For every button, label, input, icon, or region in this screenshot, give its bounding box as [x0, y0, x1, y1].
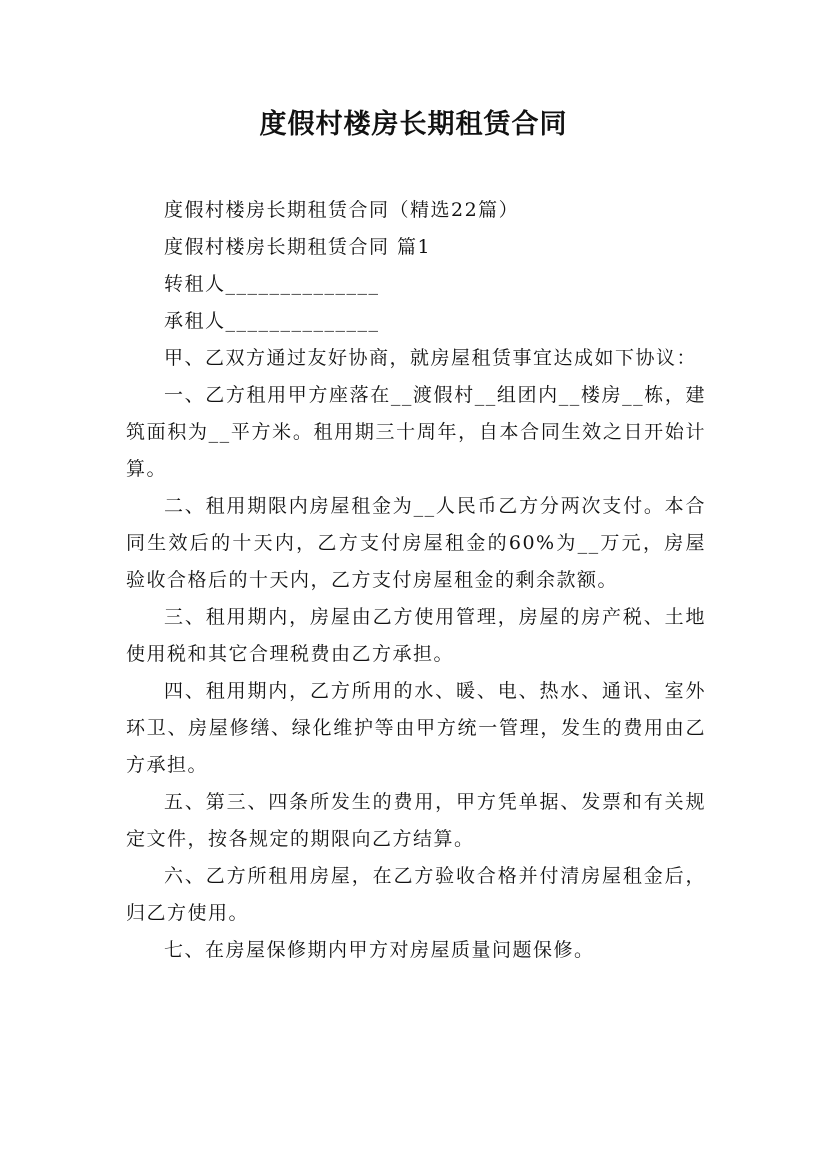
paragraph-subtitle: 度假村楼房长期租赁合同（精选22篇）: [164, 199, 520, 221]
paragraph-intro: 甲、乙双方通过友好协商，就房屋租赁事宜达成如下协议：: [164, 347, 698, 369]
paragraph-clause-7: 七、在房屋保修期内甲方对房屋质量问题保修。: [164, 939, 595, 961]
paragraph-clause-1: 一、乙方租用甲方座落在__渡假村__组团内__楼房__栋，建筑面积为__平方米。租用期三十周年，自本合同生效之日开始计算。: [126, 384, 706, 480]
paragraph-lessee: 承租人______________: [164, 310, 380, 332]
paragraph-clause-4: 四、租用期内，乙方所用的水、暖、电、热水、通讯、室外环卫、房屋修缮、绿化维护等由甲方统一管理，发生的费用由乙方承担。: [126, 680, 706, 776]
paragraph-clause-5: 五、第三、四条所发生的费用，甲方凭单据、发票和有关规定文件，按各规定的期限向乙方结算。: [126, 791, 706, 850]
paragraph-clause-6: 六、乙方所租用房屋，在乙方验收合格并付清房屋租金后，归乙方使用。: [126, 865, 706, 924]
document-body: [126, 192, 706, 969]
paragraph-clause-3: 三、租用期内，房屋由乙方使用管理，房屋的房产税、土地使用税和其它合理税费由乙方承担。: [126, 606, 706, 665]
paragraph-section-heading: 度假村楼房长期租赁合同 篇1: [164, 236, 432, 258]
document-title: 度假村楼房长期租赁合同: [259, 109, 568, 140]
paragraph-clause-2: 二、租用期限内房屋租金为__人民币乙方分两次支付。本合同生效后的十天内，乙方支付房屋租金的60%为__万元，房屋验收合格后的十天内，乙方支付房屋租金的剩余款额。: [126, 495, 706, 591]
paragraph-sublessor: 转租人______________: [164, 273, 380, 295]
